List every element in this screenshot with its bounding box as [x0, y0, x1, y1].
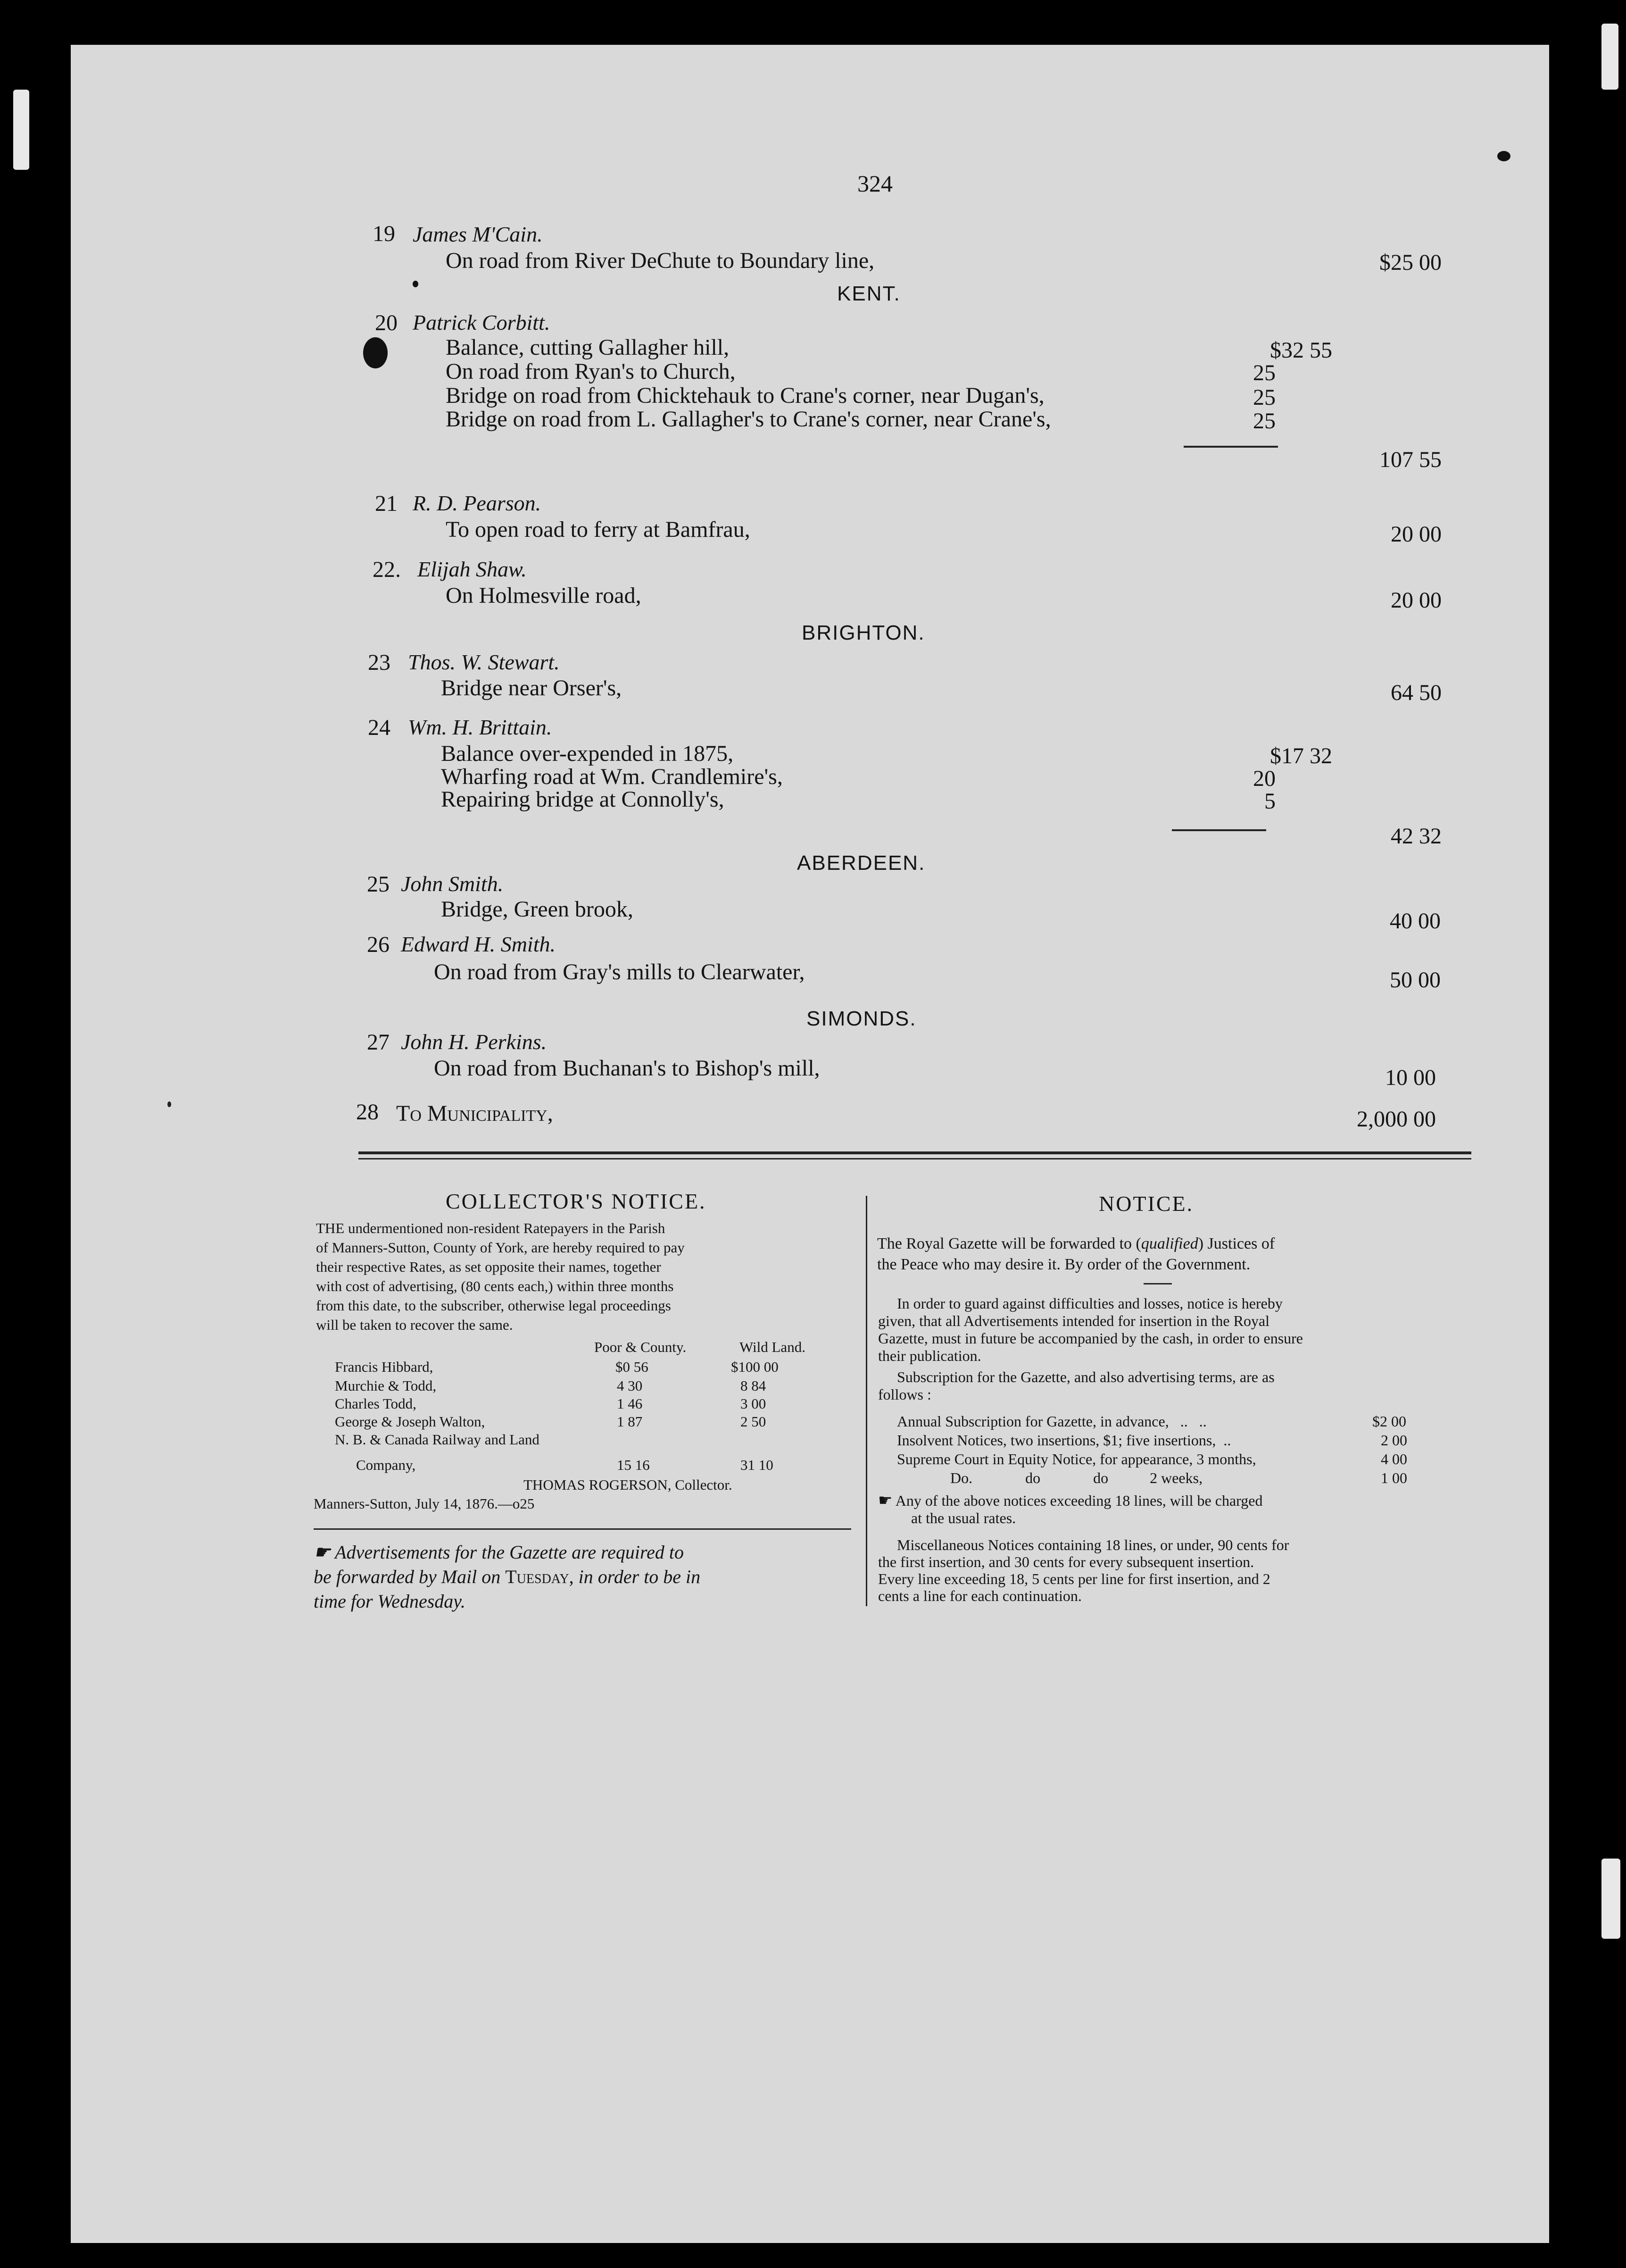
entry-number: 28	[356, 1100, 379, 1125]
entry-item: Bridge, Green brook,	[441, 897, 633, 922]
advert-notice	[314, 1540, 700, 1614]
entry-total: 2,000 00	[1357, 1107, 1436, 1132]
entry-name: Wm. H. Brittain.	[408, 715, 552, 739]
collectors-notice-title: COLLECTOR'S NOTICE.	[446, 1189, 706, 1213]
notice-line: Subscription for the Gazette, and also advertising terms, are as	[897, 1368, 1275, 1385]
parish-heading-brighton: BRIGHTON.	[802, 621, 925, 644]
scan-edge-mark-right-bottom	[1601, 1859, 1620, 1939]
parish-heading-kent: KENT.	[837, 282, 901, 305]
section-divider-top	[358, 1151, 1471, 1154]
ratepayer-wild: 8 84	[740, 1377, 766, 1394]
entry-total: 10 00	[1385, 1065, 1436, 1090]
notice-text: ) Justices of	[1198, 1235, 1275, 1252]
entry-name: Patrick Corbitt.	[413, 310, 550, 334]
body-line: THE undermentioned non-resident Ratepayers in the Parish	[316, 1220, 665, 1236]
scan-edge-mark-right-top	[1601, 24, 1618, 90]
ink-blot	[363, 337, 388, 368]
ratepayer-poor: 1 87	[617, 1413, 643, 1430]
column-header-wild-land: Wild Land.	[739, 1339, 805, 1355]
rate-amount: 1 00	[1381, 1469, 1407, 1486]
gazette-notice-title: NOTICE.	[1099, 1192, 1194, 1216]
notice-line: Every line exceeding 18, 5 cents per line for first insertion, and 2	[878, 1570, 1270, 1587]
gazette-notice-p5	[878, 1536, 1289, 1604]
ink-speck	[413, 281, 418, 287]
ratepayer-poor: $0 56	[615, 1359, 648, 1375]
ratepayer-poor: 4 30	[617, 1377, 643, 1394]
entry-item-amount: $32 55	[1270, 338, 1332, 363]
rate-desc: Annual Subscription for Gazette, in advance, .. ..	[897, 1413, 1207, 1430]
entry-number: 21	[375, 491, 398, 516]
scan-edge-mark-left	[13, 90, 29, 170]
entry-name: James M'Cain.	[413, 222, 543, 246]
entry-item: Balance, cutting Gallagher hill,	[446, 335, 730, 360]
entry-item: On road from Gray's mills to Clearwater,	[434, 959, 805, 984]
entry-name: John H. Perkins.	[401, 1030, 547, 1054]
notice-text-qualified: qualified	[1141, 1235, 1198, 1252]
entry-name: R. D. Pearson.	[413, 491, 541, 515]
body-line: will be taken to recover the same.	[316, 1317, 513, 1333]
ratepayer-name: George & Joseph Walton,	[335, 1413, 485, 1430]
entry-item: Balance over-expended in 1875,	[441, 741, 734, 766]
notice-line: the first insertion, and 30 cents for every subsequent insertion.	[878, 1553, 1254, 1570]
advert-line: time for Wednesday.	[314, 1591, 465, 1612]
ratepayer-name: Francis Hibbard,	[335, 1359, 433, 1375]
entry-item: On road from Ryan's to Church,	[446, 359, 736, 384]
entry-item-amount: 25	[1253, 385, 1276, 410]
entry-item-amount: 5	[1264, 789, 1276, 814]
entry-name: Elijah Shaw.	[417, 557, 527, 581]
notice-text: The Royal Gazette will be forwarded to (	[877, 1235, 1141, 1252]
notice-line: Miscellaneous Notices containing 18 lines, or under, 90 cents for	[897, 1536, 1289, 1553]
rate-desc: Supreme Court in Equity Notice, for appearance, 3 months,	[897, 1451, 1256, 1468]
column-divider	[866, 1196, 867, 1606]
section-divider-bottom	[358, 1158, 1471, 1159]
entry-item: On Holmesville road,	[446, 583, 641, 608]
entry-item: On road from River DeChute to Boundary line,	[446, 248, 875, 273]
entry-total: 64 50	[1391, 680, 1442, 705]
rate-amount: 4 00	[1381, 1451, 1407, 1468]
entry-total: 50 00	[1390, 967, 1441, 992]
notice-divider	[314, 1528, 851, 1530]
ratepayer-wild: 31 10	[740, 1457, 773, 1473]
notice-line: follows :	[878, 1386, 931, 1403]
entry-number: 26	[367, 932, 390, 957]
entry-number: 20	[375, 310, 398, 335]
entry-item: Bridge on road from Chicktehauk to Crane's corner, near Dugan's,	[446, 383, 1045, 408]
ratepayer-poor: 15 16	[617, 1457, 650, 1473]
parish-heading-aberdeen: ABERDEEN.	[797, 851, 926, 875]
entry-name: To Municipality,	[396, 1101, 553, 1126]
entry-name: John Smith.	[401, 872, 504, 896]
entry-number: 25	[367, 872, 390, 897]
entry-item: Bridge near Orser's,	[441, 675, 622, 700]
entry-item: On road from Buchanan's to Bishop's mill,	[434, 1056, 820, 1081]
notice-line: at the usual rates.	[911, 1509, 1016, 1526]
rate-amount: 2 00	[1381, 1432, 1407, 1449]
entry-number: 24	[368, 715, 390, 740]
entry-item-amount: 25	[1253, 360, 1276, 385]
subtotal-rule	[1184, 446, 1278, 448]
entry-item-amount: 20	[1253, 766, 1276, 791]
entry-number: 27	[367, 1030, 390, 1055]
ink-speck	[167, 1101, 171, 1107]
entry-number: 23	[368, 650, 390, 675]
collector-signature: THOMAS ROGERSON, Collector.	[523, 1476, 732, 1493]
entry-number: 19	[373, 221, 395, 246]
notice-line: In order to guard against difficulties and losses, notice is hereby	[897, 1295, 1283, 1312]
entry-item: Bridge on road from L. Gallagher's to Crane's corner, near Crane's,	[446, 407, 1051, 432]
advert-line: be forwarded by Mail on	[314, 1566, 501, 1587]
notice-text: the Peace who may desire it. By order of the Government.	[877, 1256, 1251, 1273]
entry-total: $25 00	[1379, 250, 1442, 275]
entry-total: 20 00	[1391, 588, 1442, 613]
body-line: of Manners-Sutton, County of York, are hereby required to pay	[316, 1239, 685, 1256]
collectors-notice-body	[316, 1218, 685, 1334]
body-line: with cost of advertising, (80 cents each,) within three months	[316, 1278, 674, 1294]
ratepayer-name: Company,	[356, 1457, 416, 1473]
notice-line: Any of the above notices exceeding 18 lines, will be charged	[895, 1492, 1263, 1509]
ratepayer-wild: $100 00	[731, 1359, 779, 1375]
ratepayer-poor: 1 46	[617, 1395, 643, 1412]
rate-desc: Insolvent Notices, two insertions, $1; five insertions, ..	[897, 1432, 1231, 1449]
body-line: from this date, to the subscriber, otherwise legal proceedings	[316, 1297, 671, 1314]
rate-amount: $2 00	[1372, 1413, 1406, 1430]
ratepayer-name: Charles Todd,	[335, 1395, 416, 1412]
advert-line: Advertisements for the Gazette are required to	[335, 1542, 684, 1563]
entry-total: 42 32	[1391, 824, 1442, 849]
parish-heading-simonds: SIMONDS.	[806, 1007, 917, 1030]
document-page	[71, 45, 1549, 2243]
notice-short-rule	[1144, 1283, 1172, 1284]
pointing-hand-icon: ☛	[878, 1492, 893, 1509]
page-number: 324	[857, 170, 893, 197]
notice-line: given, that all Advertisements intended for insertion in the Royal	[878, 1312, 1270, 1329]
advert-line: in order to be in	[578, 1566, 701, 1587]
ratepayer-wild: 2 50	[740, 1413, 766, 1430]
gazette-notice-p1	[877, 1234, 1275, 1275]
advert-day: Tuesday,	[505, 1566, 574, 1587]
entry-number: 22.	[373, 557, 401, 582]
gazette-notice-p3	[878, 1368, 1275, 1403]
entry-item-amount: 25	[1253, 409, 1276, 434]
entry-name: Edward H. Smith.	[401, 932, 556, 956]
gazette-notice-p4	[878, 1492, 1262, 1526]
entry-name: Thos. W. Stewart.	[408, 650, 560, 674]
pointing-hand-icon: ☛	[314, 1542, 331, 1563]
notice-line: cents a line for each continuation.	[878, 1587, 1082, 1604]
entry-item: Wharfing road at Wm. Crandlemire's,	[441, 764, 783, 789]
notice-line: Gazette, must in future be accompanied by the cash, in order to ensure	[878, 1330, 1303, 1347]
ratepayer-name: N. B. & Canada Railway and Land	[335, 1431, 539, 1448]
entry-total: 20 00	[1391, 522, 1442, 547]
collector-date-line: Manners-Sutton, July 14, 1876.—o25	[314, 1495, 535, 1512]
entry-item: To open road to ferry at Bamfrau,	[446, 517, 750, 542]
entry-total: 107 55	[1379, 447, 1442, 472]
body-line: their respective Rates, as set opposite their names, together	[316, 1259, 661, 1275]
rate-desc: Do. do do 2 weeks,	[950, 1469, 1203, 1486]
ratepayer-name: Murchie & Todd,	[335, 1377, 437, 1394]
notice-line: their publication.	[878, 1347, 981, 1364]
gazette-notice-p2	[878, 1295, 1303, 1365]
entry-item: Repairing bridge at Connolly's,	[441, 787, 724, 812]
ink-speck	[1497, 151, 1510, 161]
column-header-poor-county: Poor & County.	[594, 1339, 687, 1355]
entry-item-amount: $17 32	[1270, 743, 1332, 768]
subtotal-rule	[1172, 829, 1266, 831]
entry-total: 40 00	[1390, 909, 1441, 934]
ratepayer-wild: 3 00	[740, 1395, 766, 1412]
